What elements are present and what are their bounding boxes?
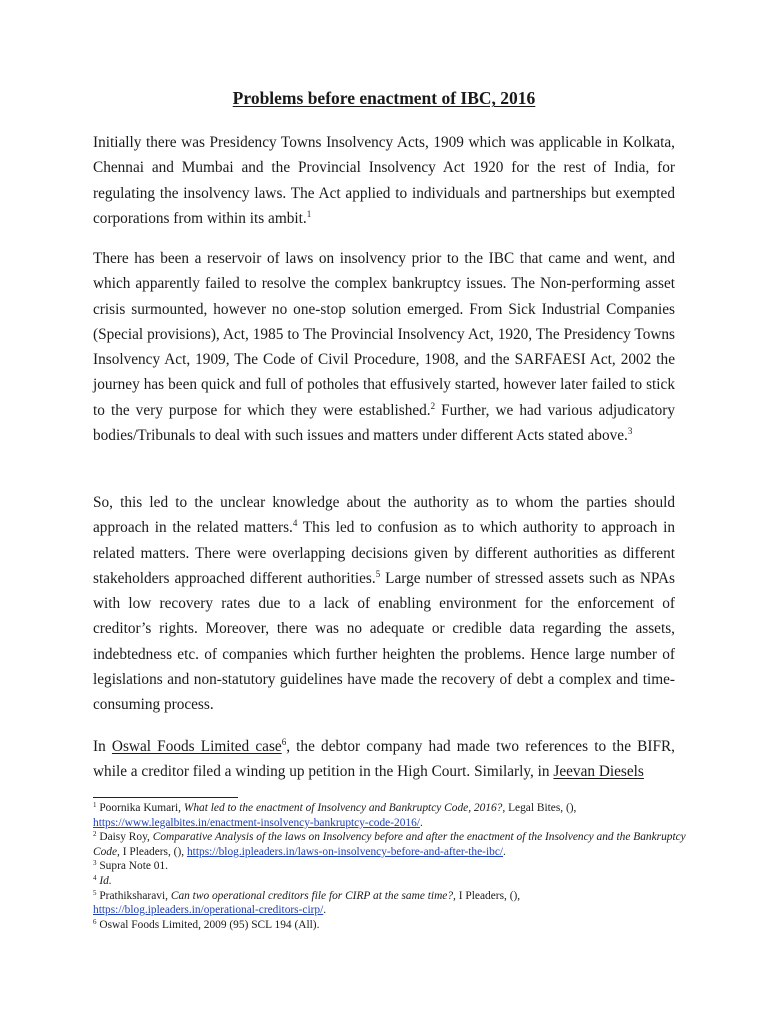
footnote-2 [93,830,693,859]
paragraph-text: There has been a reservoir of laws on insolvency prior to the IBC that came and went, and which apparently failed to resolve the complex bankruptcy issues. The Non-performing asset crisis surmounted, however no one-stop solution emerged. From Sick Industrial Companies (Special provisions), Act, 1985 to The Provincial Insolvency Act, 1920, The Presidency Towns Insolvency Act, 1909, The Code of Civil Procedure, 1908, and the SARFAESI Act, 2002 the journey has been quick and full of potholes that effusively started, however later failed to stick to the very purpose for which they were established. [93,250,675,419]
footnote-number: 5 [93,888,97,897]
footnote-6 [93,918,693,933]
paragraph-text: Initially there was Presidency Towns Insolvency Acts, 1909 which was applicable in Kolkata, Chennai and Mumbai and the Provincial Insolvency Act 1920 for the rest of India, for regulating the insolvency laws. The Act applied to individuals and partnerships but exempted corporations from within its ambit. [93,134,675,227]
case-name-jeevan: Jeevan Diesels [553,763,644,781]
footnote-text: Supra Note 01. [96,860,168,873]
paragraph-2 [93,246,675,448]
footnote-separator [93,797,238,798]
footnote-text: Legal Bites, (), [505,802,577,814]
footnote-link[interactable]: https://blog.ipleaders.in/operational-creditors-cirp/ [93,904,324,917]
footnote-text: . [503,845,506,858]
paragraph-3 [93,490,675,718]
footnote-text: . [323,904,327,917]
paragraph-text: , the debtor company had made two references to the BIFR, while a creditor filed a winding up petition in the High Court. Similarly, in [93,738,675,781]
footnote-number: 4 [93,873,97,882]
footnote-number: 2 [93,830,97,839]
footnotes [93,801,693,932]
footnote-title: Can two operational creditors file for CIRP at the same time?, [170,889,456,902]
paragraph-text: So, this led to the unclear knowledge about the authority as to whom the parties should approach in the related matters. [93,494,675,537]
footnote-number: 6 [93,917,97,926]
footnote-title: Id. [99,874,112,887]
paragraph-4 [93,734,675,785]
footnote-title: Comparative Analysis of the laws on Insolvency before and after the enactment of the Insolvency and the Bankruptcy Code, [93,831,686,858]
footnote-text: Prathiksharavi, [96,889,171,902]
footnote-text: I Pleaders, (), [119,845,187,858]
footnote-4 [93,874,693,889]
document-title: Problems before enactment of IBC, 2016 [232,88,536,108]
footnote-link[interactable]: https://www.legalbites.in/enactment-insolvency-bankruptcy-code-2016/ [93,816,420,829]
paragraph-text: In [93,738,112,755]
footnote-number: 3 [93,859,97,868]
footnote-text: Poornika Kumari, [96,802,184,814]
footnote-text: Daisy Roy, [96,831,153,844]
footnote-ref[interactable]: 6 [281,737,287,747]
case-name-oswal: Oswal Foods Limited case [111,738,282,755]
paragraph-text: This led to confusion as to which authority to approach in related matters. There were overlapping decisions given by different authorities as different stakeholders approached different authorities. [93,519,675,587]
footnote-link[interactable]: https://blog.ipleaders.in/laws-on-insolvency-before-and-after-the-ibc/ [186,845,504,858]
footnote-3 [93,859,693,874]
paragraph-text: Large number of stressed assets such as NPAs with low recovery rates due to a lack of enabling environment for the enforcement of creditor’s rights. Moreover, there was no adequate or credible data regarding the assets, indebtedness etc. of companies which further heighten the problems. Hence large number of legislations and non-statutory guidelines have made the recovery of debt a complex and time-consuming process. [93,569,675,714]
paragraph-1 [93,130,675,231]
footnote-title: What led to the enactment of Insolvency and Bankruptcy Code, 2016?, [183,802,506,814]
footnote-5 [93,889,693,918]
footnote-text: . [419,816,423,829]
footnote-number: 1 [93,801,97,809]
paragraph-text: Further, we had various adjudicatory bodies/Tribunals to deal with such issues and matters under different Acts stated above. [93,401,675,445]
footnote-1 [93,801,693,830]
footnote-ref[interactable]: 4 [292,518,298,529]
footnote-text: Oswal Foods Limited, 2009 (95) SCL 194 (All). [96,918,320,931]
footnote-ref[interactable]: 3 [627,426,633,437]
footnote-ref[interactable]: 1 [306,208,312,219]
footnote-ref[interactable]: 2 [430,400,436,411]
footnote-ref[interactable]: 5 [375,568,381,579]
footnote-text: I Pleaders, (), [455,889,521,902]
